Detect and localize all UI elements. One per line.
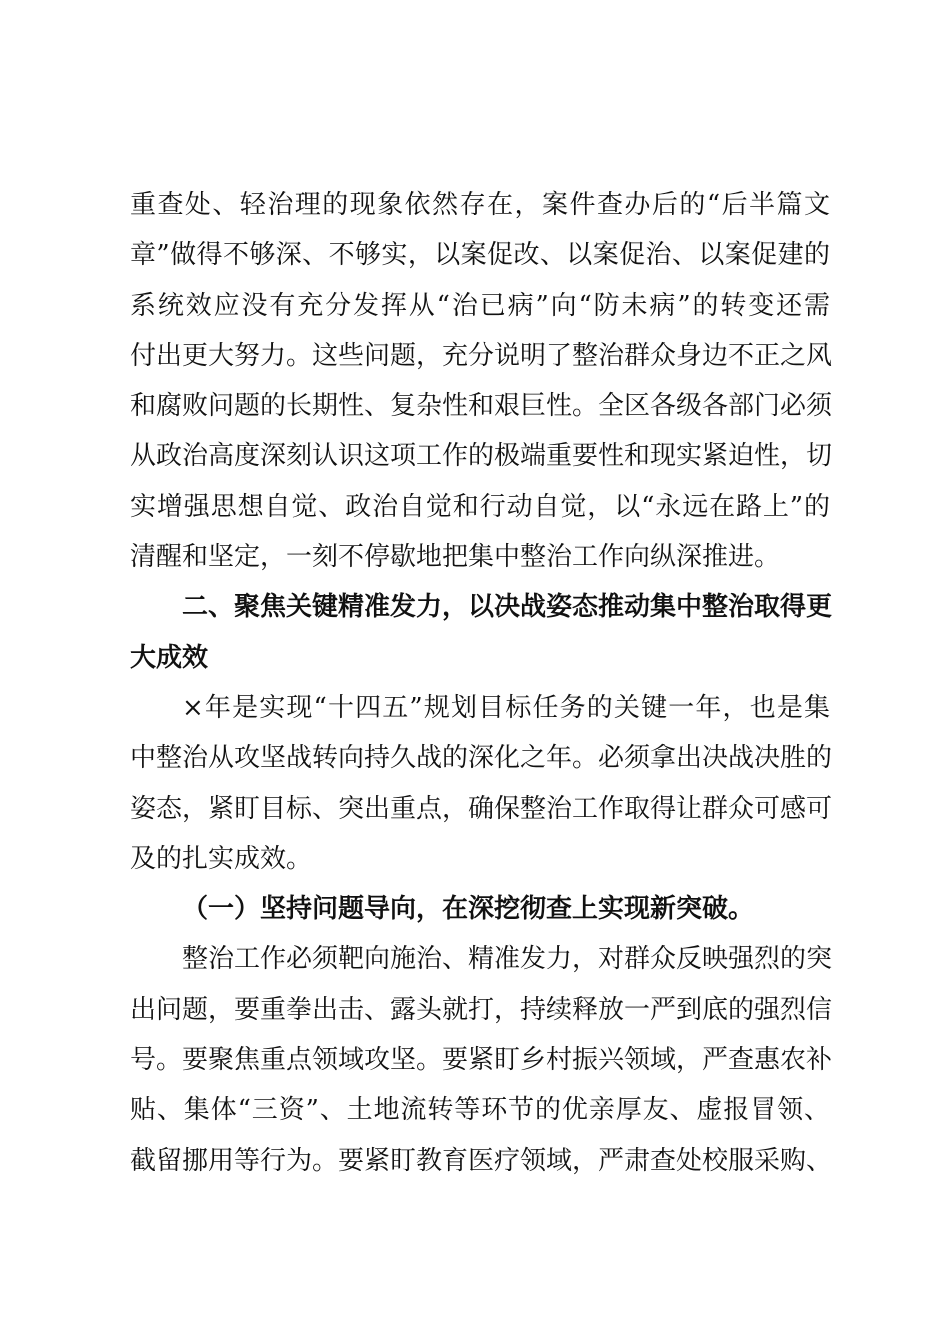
text-line: 出问题，要重拳出击、露头就打，持续释放一严到底的强烈信 <box>130 994 833 1025</box>
text-line: 系统效应没有充分发挥从“治已病”向“防未病”的转变还需 <box>130 290 830 321</box>
text-line: 付出更大努力。这些问题，充分说明了整治群众身边不正之风 <box>130 340 833 371</box>
subheading-line: （一）坚持问题导向，在深挖彻查上实现新突破。 <box>182 894 755 925</box>
text-line: 和腐败问题的长期性、复杂性和艰巨性。全区各级各部门必须 <box>130 391 833 422</box>
paragraph-intro <box>130 683 833 884</box>
text-line: 实增强思想自觉、政治自觉和行动自觉，以“永远在路上”的 <box>130 491 830 522</box>
text-line: 从政治高度深刻认识这项工作的极端重要性和现实紧迫性，切 <box>130 441 833 472</box>
text-line: 号。要聚焦重点领域攻坚。要紧盯乡村振兴领域，严查惠农补 <box>130 1045 833 1076</box>
subsection-heading <box>130 884 830 934</box>
text-line: 清醒和坚定，一刻不停歇地把集中整治工作向纵深推进。 <box>130 542 781 573</box>
paragraph-body <box>130 934 833 1185</box>
text-line: 整治工作必须靶向施治、精准发力，对群众反映强烈的突 <box>182 944 833 975</box>
text-line: 贴、集体“三资”、土地流转等环节的优亲厚友、虚报冒领、 <box>130 1095 830 1126</box>
paragraph-continuation <box>130 180 833 582</box>
text-line: 中整治从攻坚战转向持久战的深化之年。必须拿出决战决胜的 <box>130 743 833 774</box>
text-line: 姿态，紧盯目标、突出重点，确保整治工作取得让群众可感可 <box>130 793 833 824</box>
heading-line: 二、聚焦关键精准发力，以决战姿态推动集中整治取得更 <box>182 592 833 623</box>
document-body <box>130 180 833 1186</box>
text-line: 重查处、轻治理的现象依然存在，案件查办后的“后半篇文 <box>130 190 830 220</box>
section-heading <box>130 582 833 683</box>
heading-line: 大成效 <box>130 642 209 673</box>
text-line: 章”做得不够深、不够实，以案促改、以案促治、以案促建的 <box>130 240 830 271</box>
text-line: 及的扎实成效。 <box>130 843 313 874</box>
text-line: 截留挪用等行为。要紧盯教育医疗领域，严肃查处校服采购、 <box>130 1145 833 1176</box>
text-line: ×年是实现“十四五”规划目标任务的关键一年，也是集 <box>182 692 830 723</box>
